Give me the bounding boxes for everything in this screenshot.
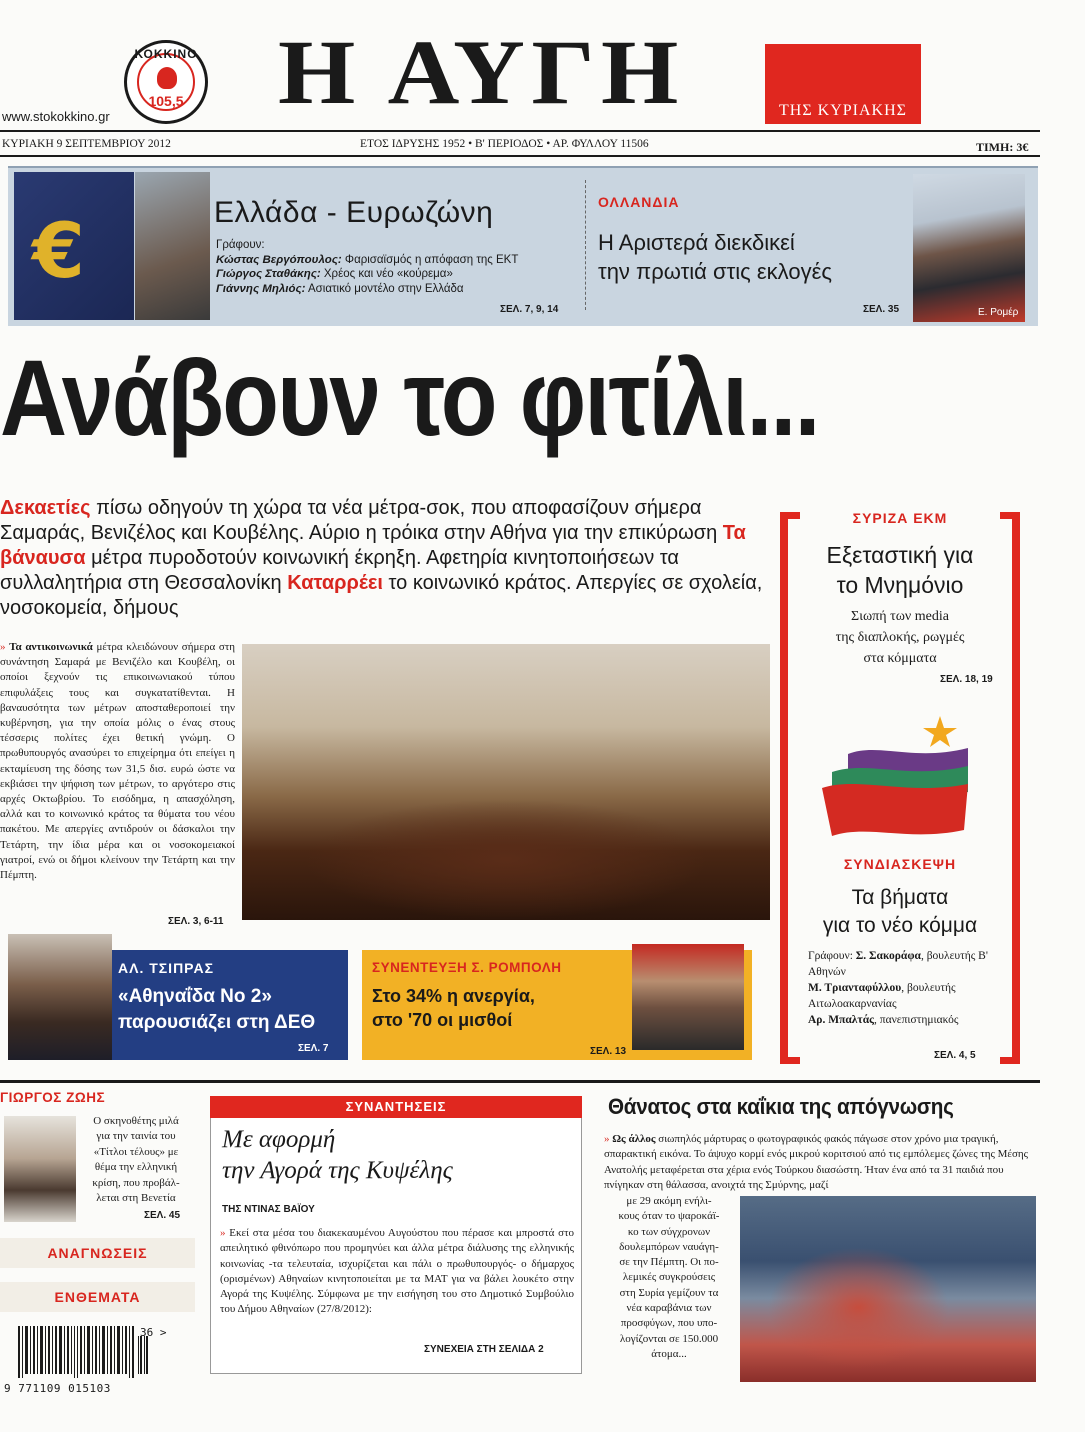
deck-text: μέτρα πυροδοτούν κοινωνική έκρηξη. Αφετηρία κινητοποιήσεων τα συλλαλητήρια στη Θεσσαλονίκη [0, 547, 679, 594]
portrait-photo [8, 934, 112, 1060]
chevron-right-icon: » [604, 1133, 610, 1145]
title-line: την πρωτιά στις εκλογές [598, 259, 832, 284]
writer-topic: Ασιατικό μοντέλο στην Ελλάδα [308, 282, 464, 295]
writer-row [216, 282, 518, 297]
body-text: Εκεί στα μέσα του διακεκαυμένου Αυγούστου που πέρασε και μπροστά στο απειλητικό φθινόπωρο που προμηνύει και άλλα μέτρα διάλυσης της ελληνικής κοινωνίας -τα τελευταία, ισχυρίζεται και πάλι ο πρωθυπουργός- ο δήμαρχος (ορισμένων) Αθηναίων κινητοποιείται με τα ΜΑΤ για να βάλει λουκέτο στην Αγορά της Κυψέλης. Σύμφωνα με την εισήγηση του στο Δημοτικό Συμβούλιο του Δήμου Αθηναίων (27/8/2012): [220, 1227, 575, 1316]
text-line: σε την Πέμπτη. Οι πο- [619, 1256, 719, 1269]
meetings-continued[interactable]: ΣΥΝΕΧΕΙΑ ΣΤΗ ΣΕΛΙΔΑ 2 [424, 1344, 544, 1355]
sidebar-page-ref: ΣΕΛ. 18, 19 [940, 674, 993, 685]
lead-page-ref: ΣΕΛ. 3, 6-11 [168, 916, 224, 927]
writer-row [808, 1012, 1008, 1028]
writer-topic: Φαρισαϊσμός η απόφαση της ΕΚΤ [344, 253, 519, 266]
text-line: για την ταινία του [96, 1130, 176, 1143]
photo-credit: Ε. Ρομέρ [978, 307, 1019, 318]
writer-row [808, 980, 1008, 1012]
barcode [8, 1326, 158, 1378]
euro-page-ref: ΣΕΛ. 7, 9, 14 [500, 304, 559, 315]
writer-name: Γιώργος Σταθάκης: [216, 268, 321, 280]
radio-logo-name: ΚΟΚΚΙΝΟ [134, 47, 198, 61]
price: ΤΙΜΗ: 3€ [976, 140, 1029, 154]
party-flag-logo [818, 712, 978, 852]
meetings-byline: ΤΗΣ ΝΤΙΝΑΣ ΒΑΪΟΥ [222, 1204, 315, 1215]
sidebar-subhead [795, 606, 1005, 669]
text-line: κους όταν το ψαροκάϊ- [618, 1210, 720, 1223]
radio-url[interactable]: www.stokokkino.gr [2, 109, 110, 124]
deck-text: το κοινωνικό κράτος. Απεργίες σε σχολεία, νοσοκομεία, δήμους [0, 572, 763, 619]
headline-line: το Μνημόνιο [836, 572, 964, 598]
migrants-lead [604, 1132, 1036, 1193]
meetings-kicker: ΣΥΝΑΝΤΗΣΕΙΣ [345, 1099, 447, 1114]
barcode-number: 9 771109 015103 [4, 1382, 111, 1395]
text-line: με 29 ακόμη ενήλι- [626, 1195, 712, 1207]
migrants-headline[interactable]: Θάνατος στα καΐκια της απόγνωσης [608, 1094, 954, 1119]
robolis-kicker: ΣΥΝΕΝΤΕΥΞΗ Σ. ΡΟΜΠΟΛΗ [372, 960, 562, 975]
text-line: προσφύγων, που υπο- [620, 1317, 718, 1330]
masthead-rule [0, 130, 1040, 132]
meetings-body [220, 1226, 574, 1318]
band-divider [585, 180, 586, 310]
meetings-headline[interactable] [222, 1124, 582, 1186]
headline-line: την Αγορά της Κυψέλης [222, 1157, 453, 1184]
main-headline[interactable]: Ανάβουν το φιτίλι... [0, 337, 819, 458]
robolis-page-ref: ΣΕΛ. 13 [590, 1046, 627, 1057]
writer-name: Γιάννης Μηλιός: [216, 282, 306, 295]
text-line: Ο σκηνοθέτης μιλά [93, 1115, 179, 1127]
subhead-line: της διαπλοκής, ρωγμές [835, 630, 965, 645]
text-line: στη Συρία γεμίζουν τα [619, 1286, 719, 1299]
meeting-photo [242, 644, 770, 920]
writer-name: Σ. Σακοράφα [855, 950, 921, 962]
sidebar-headline[interactable] [795, 884, 1005, 940]
rescue-photo [740, 1196, 1036, 1382]
sidebar-kicker: ΣΥΝΔΙΑΣΚΕΨΗ [843, 856, 957, 872]
euro-icon: € [32, 206, 85, 295]
radio-logo-frequency: 105,5 [148, 93, 184, 109]
lead-body [0, 640, 235, 883]
writer-name: Κώστας Βεργόπουλος: [216, 253, 342, 266]
text-line: δουλεμπόρων ναυάγη- [619, 1240, 719, 1253]
tsipras-page-ref: ΣΕΛ. 7 [298, 1043, 329, 1054]
portrait-photo [913, 174, 1025, 322]
writer-role: , βουλευτής Β' Αθηνών [808, 950, 988, 978]
text-line: θέμα την ελληνική [94, 1161, 178, 1174]
zois-text [84, 1114, 188, 1206]
writers-intro: Γράφουν: [216, 239, 265, 251]
star-icon [923, 716, 957, 747]
writer-name: Αρ. Μπαλτάς [808, 1014, 875, 1026]
writer-topic: Χρέος και νέο «κούρεμα» [323, 268, 453, 280]
radio-logo [124, 40, 208, 124]
body-lead-in: Ως άλλος [612, 1133, 656, 1145]
text-line: λογίζονται σε 150.000 [619, 1332, 719, 1345]
deck-highlight: Δεκαετίες [0, 497, 91, 519]
deck-text: πίσω οδηγούν τη χώρα τα νέα μέτρα-σοκ, που αποφασίζουν σήμερα Σαμαράς, Βενιζέλος και Κουβέλης. Αύριο η τρόικα στην Αθήνα για την επικύρωση [0, 497, 723, 544]
euro-image [14, 172, 134, 320]
writer-row [216, 253, 518, 268]
headline-line: Εξεταστική για [826, 542, 974, 568]
text-line: «Τίτλοι τέλους» με [93, 1145, 179, 1158]
text-line: κο των σύγχρονων [627, 1225, 711, 1238]
writers-intro: Γράφουν: [808, 950, 856, 962]
masthead-title: Η ΑΥΓΗ [278, 21, 685, 123]
writer-role: , πανεπιστημιακός [874, 1014, 959, 1026]
subhead-line: Σιωπή των media [851, 609, 949, 624]
deck-highlight: Τα βάναυσα [0, 522, 746, 569]
edition-label: ΤΗΣ ΚΥΡΙΑΚΗΣ [779, 102, 907, 119]
sidebar-bracket-right [1012, 512, 1020, 1064]
writer-row [216, 267, 518, 282]
barcode-supplement: 36 > [140, 1326, 167, 1339]
headline-line: Τα βήματα [851, 886, 949, 909]
sidebar-writers [808, 948, 1008, 1028]
tab-readings[interactable]: ΑΝΑΓΝΩΣΕΙΣ [0, 1238, 195, 1268]
sidebar-bracket-left [780, 512, 788, 1064]
tsipras-headline [118, 984, 315, 1036]
subhead-line: στα κόμματα [863, 651, 937, 666]
netherlands-title[interactable] [598, 228, 832, 286]
text-line: λεμικές συγκρούσεις [622, 1271, 716, 1284]
tab-supplements[interactable]: ΕΝΘΕΜΑΤΑ [0, 1282, 195, 1312]
portrait-photo [135, 172, 210, 320]
sidebar-headline[interactable] [795, 540, 1005, 600]
headline-line: παρουσιάζει στη ΔΕΘ [118, 1012, 316, 1033]
body-lead-in: Τα αντικοινωνικά [9, 641, 93, 653]
portrait-photo [632, 944, 744, 1050]
deck-highlight: Καταρρέει [287, 572, 383, 594]
text-line: νέα καραβάνια των [626, 1302, 712, 1315]
issue-line: ΕΤΟΣ ΙΔΡΥΣΗΣ 1952 • Β' ΠΕΡΙΟΔΟΣ • ΑΡ. ΦΥΛΛΟΥ 11506 [360, 138, 649, 150]
bulb-icon [157, 67, 177, 89]
euro-writers [216, 238, 518, 296]
robolis-headline [372, 984, 535, 1032]
sidebar-kicker: ΣΥΡΙΖΑ ΕΚΜ [852, 510, 948, 526]
dateline-rule [0, 155, 1040, 157]
tsipras-kicker: ΑΛ. ΤΣΙΠΡΑΣ [118, 960, 214, 976]
sidebar-bracket-corner [780, 1057, 800, 1064]
flag-stripe [822, 784, 968, 836]
headline-line: Με αφορμή [222, 1126, 336, 1153]
writer-row [808, 948, 1008, 980]
headline-line: για το νέο κόμμα [822, 914, 978, 937]
chevron-right-icon: » [220, 1227, 226, 1239]
migrants-column [604, 1194, 734, 1362]
portrait-photo [4, 1116, 76, 1222]
body-text: μέτρα κλειδώνουν σήμερα στη συνάντηση Σαμαρά με Βενιζέλο και Κουβέλη, οι οποίοι ξεχνούν τις επικοινωνιακού τύπου επιφυλάξεις τους και συγκατατίθενται. Η βαναυσότητα των μέτρων αποσταθεροποιεί την κυβέρνηση, για την οποία μόλις ο ένας στους τέσσερις πολίτες έχει θετική γνώμη. Ο πρωθυπουργός ανασύρει το επιχείρημα ότι επείγει η εκταμίευση της δόσης των 31,5 δισ. ευρώ ώστε να εκβιάσει την ψήφιση των μέτρων, το αργότερο στις αρχές Οκτωβρίου. Το εισόδημα, η απασχόληση, αλλά και το κοινωνικό κράτος τα θύματα του νέου πακέτου. Με απεργίες αντιδρούν οι δάσκαλοι την Τετάρτη, την ίδια μέρα και οι νοσοκομειακοί γιατροί, ενώ οι δήμοι κλείνουν την Τετάρτη και την Πέμπτη. [0, 641, 236, 882]
headline-line: Στο 34% η ανεργία, [372, 986, 535, 1006]
sidebar-bracket-corner [1000, 1057, 1020, 1064]
writer-name: Μ. Τριανταφύλλου [808, 982, 902, 994]
netherlands-page-ref: ΣΕΛ. 35 [863, 304, 900, 315]
euro-teaser-title[interactable]: Ελλάδα - Ευρωζώνη [214, 196, 494, 229]
headline-line: «Αθηναΐδα Νο 2» [118, 986, 272, 1007]
text-line: κρίση, που προβάλ- [92, 1176, 180, 1189]
headline-line: στο '70 οι μισθοί [372, 1010, 513, 1030]
text-line: άτομα... [651, 1347, 687, 1360]
headline-deck [0, 496, 770, 621]
chevron-right-icon: » [0, 641, 6, 653]
title-line: Η Αριστερά διεκδικεί [598, 230, 795, 255]
zois-page-ref: ΣΕΛ. 45 [144, 1210, 181, 1221]
bottom-rule [0, 1080, 1040, 1083]
netherlands-kicker: ΟΛΛΑΝΔΙΑ [598, 194, 680, 210]
date-line: ΚΥΡΙΑΚΗ 9 ΣΕΠΤΕΜΒΡΙΟΥ 2012 [2, 138, 171, 150]
body-text: σιωπηλός μάρτυρας ο φωτογραφικός φακός πάγωσε στον χρόνο μια τραγική, σπαρακτική εικόνα. Το άψυχο κορμί ενός μικρού κοριτσιού από τις εμπόλεμες ζώνες της Μέσης Ανατολής μεταφέρεται στα χέρια ενός Τούρκου διασώστη. Ήταν ένα από τα 31 παιδιά που πνίγηκαν στη θάλασσα, ανοιχτά της Σμύρνης, μαζί [604, 1133, 1029, 1191]
text-line: λεται στη Βενετία [96, 1192, 176, 1205]
zois-kicker: ΓΙΩΡΓΟΣ ΖΩΗΣ [0, 1090, 106, 1105]
writer-role: , βουλευτής Αιτωλοακαρνανίας [808, 982, 956, 1010]
sidebar-page-ref: ΣΕΛ. 4, 5 [934, 1050, 976, 1061]
